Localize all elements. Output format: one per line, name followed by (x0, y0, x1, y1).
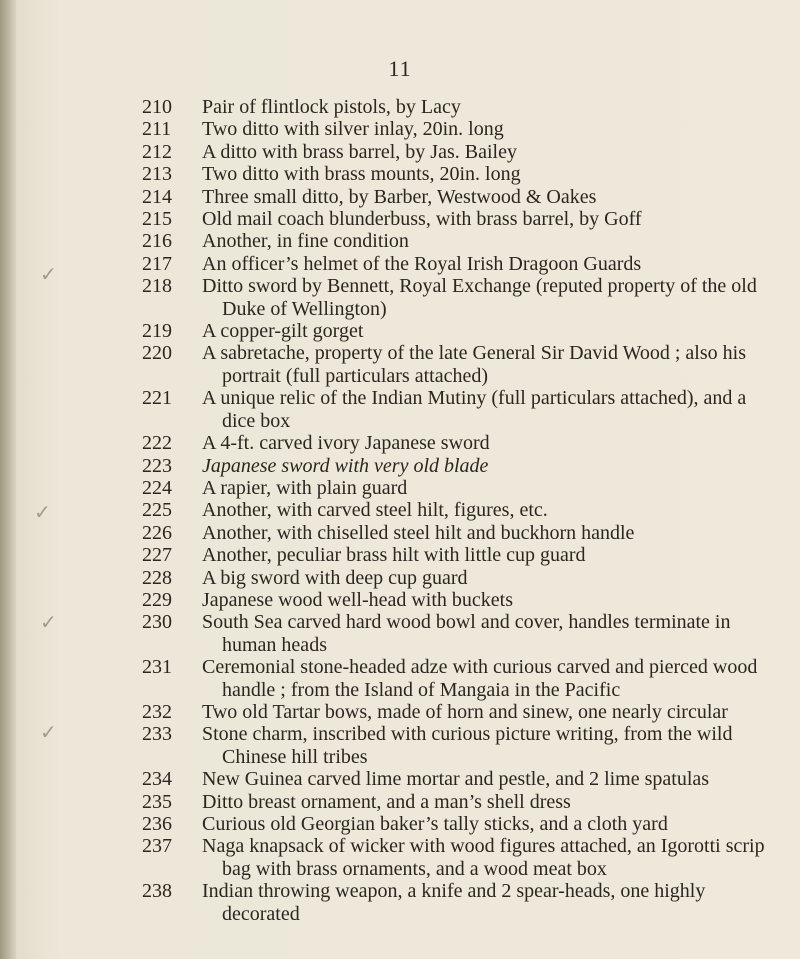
lot-number: 235 (142, 790, 172, 813)
lot-description: Ceremonial stone-headed adze with curious carved and pierced wood handle ; from the Island of Mangaia in the Pacific (202, 656, 758, 701)
lot-description: Old mail coach blunderbuss, with brass barrel, by Goff (202, 208, 642, 231)
pencil-annotation: ✓ (40, 262, 57, 286)
lot-entry (142, 477, 782, 499)
lot-entry (142, 656, 782, 701)
lot-description: Pair of flintlock pistols, by Lacy (202, 96, 461, 118)
lot-number: 220 (142, 342, 172, 365)
lot-list (0, 96, 800, 925)
lot-entry (142, 320, 782, 342)
lot-entry (142, 544, 782, 566)
pencil-annotation: ✓ (40, 610, 57, 634)
lot-description: A rapier, with plain guard (202, 476, 408, 499)
lot-number: 219 (142, 320, 172, 343)
lot-number: 223 (142, 454, 172, 477)
lot-description: Japanese wood well-head with buckets (202, 588, 514, 611)
lot-description: A big sword with deep cup guard (202, 566, 468, 589)
lot-entry (142, 275, 782, 320)
lot-entry (142, 522, 782, 544)
lot-number: 222 (142, 432, 172, 455)
lot-description: Two old Tartar bows, made of horn and sinew, one nearly circular (202, 700, 728, 723)
lot-number: 224 (142, 476, 172, 499)
lot-description: A 4-ft. carved ivory Japanese sword (202, 432, 490, 455)
lot-number: 238 (142, 880, 172, 903)
pencil-annotation: ✓ (34, 500, 51, 524)
lot-entry (142, 163, 782, 185)
lot-number: 233 (142, 723, 172, 746)
lot-entry (142, 253, 782, 275)
lot-entry (142, 835, 782, 880)
lot-entry (142, 813, 782, 835)
lot-entry (142, 141, 782, 163)
lot-entry (142, 432, 782, 454)
lot-description: Ditto breast ornament, and a man’s shell dress (202, 790, 571, 813)
lot-number: 210 (142, 96, 172, 118)
lot-entry (142, 723, 782, 768)
lot-description: Ditto sword by Bennett, Royal Exchange (reputed property of the old Duke of Wellington) (202, 275, 757, 320)
lot-entry (142, 701, 782, 723)
lot-number: 231 (142, 656, 172, 679)
lot-entry (142, 387, 782, 432)
lot-number: 225 (142, 499, 172, 522)
lot-number: 236 (142, 813, 172, 835)
lot-description: An officer’s helmet of the Royal Irish Dragoon Guards (202, 252, 642, 275)
lot-entry (142, 567, 782, 589)
lot-number: 229 (142, 588, 172, 611)
lot-number: 217 (142, 252, 172, 275)
lot-number: 226 (142, 521, 172, 544)
lot-entry (142, 589, 782, 611)
lot-description: South Sea carved hard wood bowl and cover, handles terminate in human heads (202, 611, 731, 656)
lot-number: 211 (142, 118, 172, 141)
lot-description: A sabretache, property of the late General Sir David Wood ; also his portrait (full particulars attached) (202, 342, 746, 387)
lot-entry (142, 611, 782, 656)
lot-number: 227 (142, 544, 172, 567)
lot-description: Three small ditto, by Barber, Westwood & Oakes (202, 185, 597, 208)
lot-number: 221 (142, 387, 172, 410)
lot-description: A unique relic of the Indian Mutiny (full particulars attached), and a dice box (202, 387, 747, 432)
lot-description: New Guinea carved lime mortar and pestle, and 2 lime spatulas (202, 768, 710, 791)
lot-entry (142, 768, 782, 790)
lot-number: 218 (142, 275, 172, 298)
lot-number: 215 (142, 208, 172, 231)
lot-entry (142, 230, 782, 252)
page-number: 11 (388, 56, 412, 81)
lot-description: Naga knapsack of wicker with wood figures attached, an Igorotti scrip bag with brass ornaments, and a wood meat box (202, 835, 765, 880)
lot-description: Another, with carved steel hilt, figures, etc. (202, 499, 548, 522)
lot-number: 232 (142, 700, 172, 723)
lot-number: 216 (142, 230, 172, 253)
lot-entry (142, 186, 782, 208)
lot-description: Another, with chiselled steel hilt and buckhorn handle (202, 521, 635, 544)
pencil-annotation: ✓ (40, 720, 57, 744)
lot-number: 228 (142, 566, 172, 589)
lot-number: 214 (142, 185, 172, 208)
lot-description: Another, peculiar brass hilt with little cup guard (202, 544, 586, 567)
lot-description: Stone charm, inscribed with curious picture writing, from the wild Chinese hill tribes (202, 723, 733, 768)
lot-description: A copper-gilt gorget (202, 320, 364, 343)
lot-description: Curious old Georgian baker’s tally sticks, and a cloth yard (202, 813, 668, 835)
lot-description: Another, in fine condition (202, 230, 409, 253)
lot-description: Two ditto with silver inlay, 20in. long (202, 118, 504, 141)
lot-description: A ditto with brass barrel, by Jas. Bailey (202, 140, 517, 163)
lot-entry (142, 96, 782, 118)
lot-entry (142, 208, 782, 230)
lot-number: 234 (142, 768, 172, 791)
lot-entry (142, 880, 782, 925)
lot-number: 230 (142, 611, 172, 634)
lot-entry (142, 455, 782, 477)
lot-number: 213 (142, 163, 172, 186)
lot-entry (142, 342, 782, 387)
lot-entry (142, 499, 782, 521)
lot-entry (142, 118, 782, 140)
lot-description: Japanese sword with very old blade (202, 454, 489, 477)
lot-description: Indian throwing weapon, a knife and 2 spear-heads, one highly decorated (202, 880, 706, 925)
lot-description: Two ditto with brass mounts, 20in. long (202, 163, 521, 186)
lot-number: 212 (142, 140, 172, 163)
lot-number: 237 (142, 835, 172, 858)
lot-entry (142, 791, 782, 813)
